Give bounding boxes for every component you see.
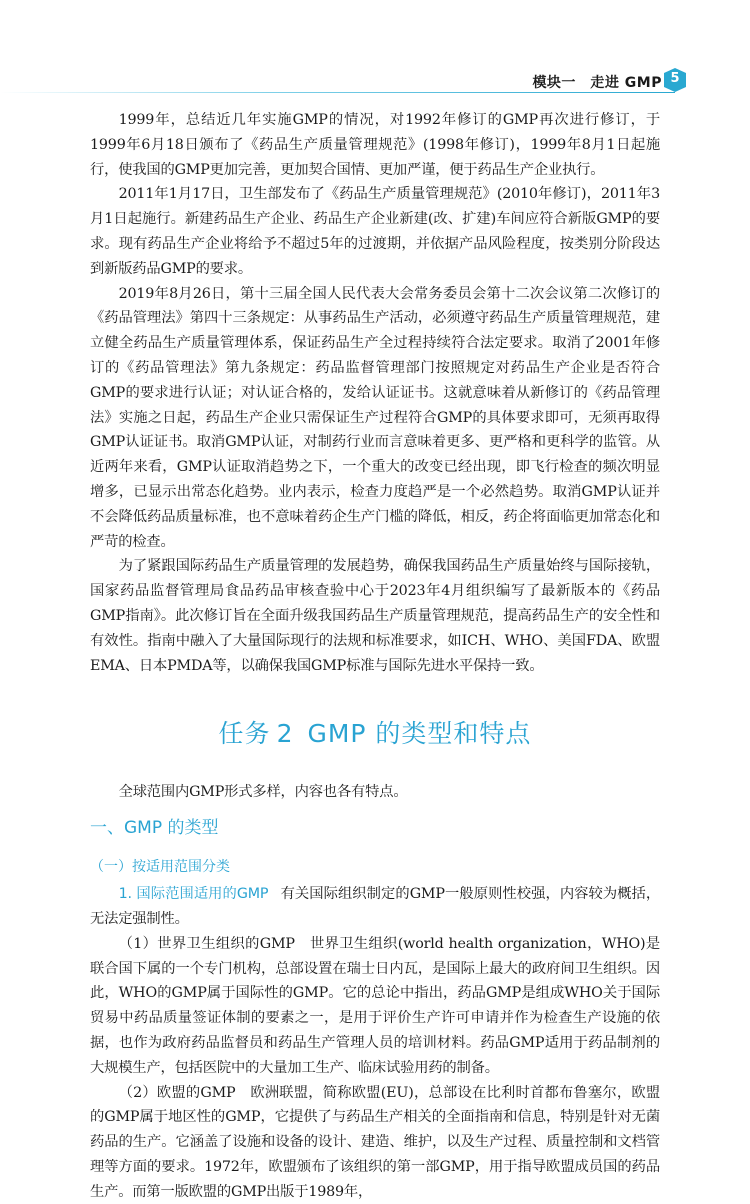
paragraph-2019-drug-law: 2019年8月26日，第十三届全国人民代表大会常务委员会第十二次会议第二次修订的《药品管理法》第四十三条规定：从事药品生产活动，必须遵守药品生产质量管理规范，建立健全药品生产质量管理体系，保证药品生产全过程持续符合法定要求。取消了2001年修订的《药品管理法》第九条规定：药品监督管理部门按照规定对药品生产企业是否符合GMP的要求进行认证；对认证合格的，发给认证证书。这就意味着从新修订的《药品管理法》实施之日起，药品生产企业只需保证生产过程符合GMP的具体要求即可，无须再取得GMP认证证书。取消GMP认证，对制药行业而言意味着更多、更严格和更科学的监管。从近两年来看，GMP认证取消趋势之下，一个重大的改变已经出现，即飞行检查的频次明显增多，已显示出常态化趋势。业内表示，检查力度趋严是一个必然趋势。取消GMP认证并不会降低药品质量标准，也不意味着药企生产门槛的降低，相反，药企将面临更加常态化和严苛的检查。 bbox=[90, 282, 660, 555]
header-rule bbox=[0, 92, 675, 93]
task-intro: 全球范围内GMP形式多样，内容也各有特点。 bbox=[90, 780, 660, 805]
paragraph-2011-revision: 2011年1月17日，卫生部发布了《药品生产质量管理规范》(2010年修订)，2011年3月1日起施行。新建药品生产企业、药品生产企业新建(改、扩建)车间应符合新版GMP的要求。现有药品生产企业将给予不超过5年的过渡期，并依据产品风险程度，按类别分阶段达到新版药品GMP的要求。 bbox=[90, 182, 660, 281]
section-heading: 一、GMP 的类型 bbox=[90, 813, 660, 838]
page-number: 5 bbox=[664, 71, 686, 86]
paragraph-1999-revision: 1999年，总结近几年实施GMP的情况，对1992年修订的GMP再次进行修订，于1999年6月18日颁布了《药品生产质量管理规范》(1998年修订)，1999年8月1日起施行，使我国的GMP更加完善，更加契合国情、更加严谨，便于药品生产企业执行。 bbox=[90, 108, 660, 182]
paragraph-eu-gmp: （2）欧盟的GMP 欧洲联盟，简称欧盟(EU)，总部设在比利时首都布鲁塞尔，欧盟的GMP属于地区性的GMP，它提供了与药品生产相关的全面指南和信息，特别是针对无菌药品的生产。它涵盖了设施和设备的设计、建造、维护，以及生产过程、质量控制和文档管理等方面的要求。1972年，欧盟颁布了该组织的第一部GMP，用于指导欧盟成员国的药品生产。而第一版欧盟的GMP出版于1989年， bbox=[90, 1081, 660, 1204]
page-number-badge bbox=[664, 68, 686, 92]
page-header bbox=[0, 66, 750, 96]
paragraph-2023-guideline: 为了紧跟国际药品生产质量管理的发展趋势，确保我国药品生产质量始终与国际接轨，国家药品监督管理局食品药品审核查验中心于2023年4月组织编写了最新版本的《药品GMP指南》。此次修订旨在全面升级我国药品生产质量管理规范，提高药品生产的安全性和有效性。指南中融入了大量国际现行的法规和标准要求，如ICH、WHO、美国FDA、欧盟EMA、日本PMDA等，以确保我国GMP标准与国际先进水平保持一致。 bbox=[90, 554, 660, 678]
subsection-heading: （一）按适用范围分类 bbox=[90, 856, 660, 876]
page-content bbox=[90, 108, 660, 1204]
task-prefix: 任务 bbox=[219, 719, 271, 748]
running-header: 模块一 走进 GMP bbox=[532, 72, 662, 92]
task-number: 2 bbox=[277, 719, 294, 748]
item-international-gmp bbox=[90, 882, 660, 932]
task-title-text: GMP 的类型和特点 bbox=[307, 719, 531, 748]
item-text: 有关国际组织制定的GMP一般原则性校强，内容较为概括，无法定强制性。 bbox=[90, 886, 660, 927]
task-title bbox=[90, 714, 660, 750]
paragraph-who-gmp: （1）世界卫生组织的GMP 世界卫生组织(world health organization，WHO)是联合国下属的一个专门机构，总部设置在瑞士日内瓦，是国际上最大的政府间卫生组织。因此，WHO的GMP属于国际性的GMP。它的总论中指出，药品GMP是组成WHO关于国际贸易中药品质量签证体制的要素之一，是用于评价生产许可申请并作为检查生产设施的依据，也作为政府药品监督员和药品生产管理人员的培训材料。药品GMP适用于药品制剂的大规模生产，包括医院中的大量加工生产、临床试验用药的制备。 bbox=[90, 932, 660, 1081]
item-lead: 1. 国际范围适用的GMP bbox=[119, 886, 269, 902]
